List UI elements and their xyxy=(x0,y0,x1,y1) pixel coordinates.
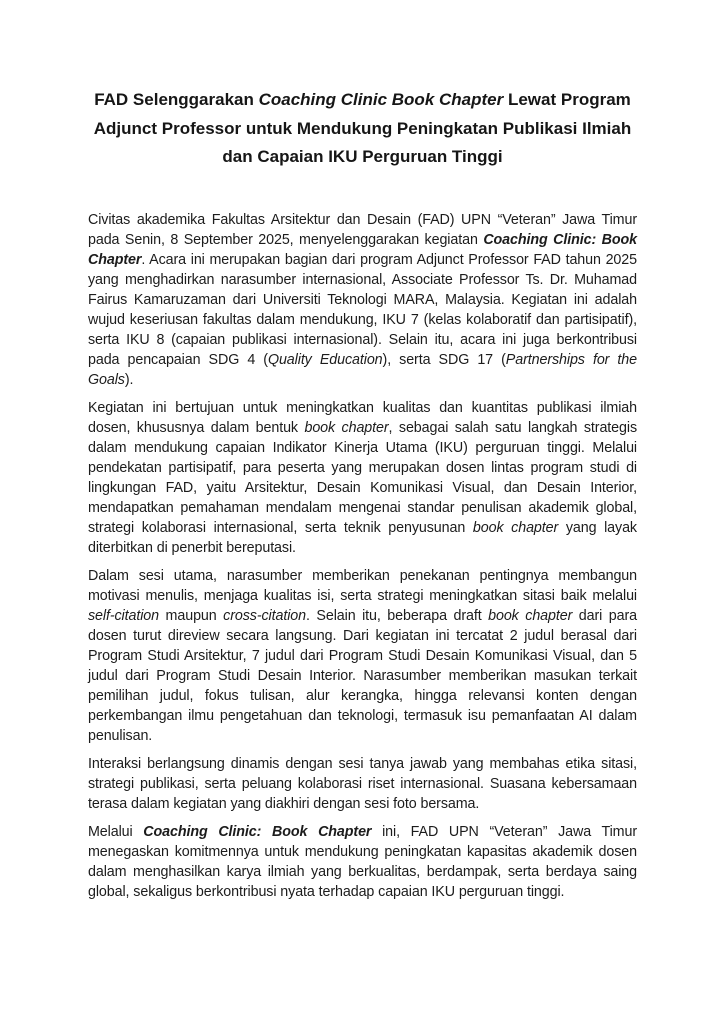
paragraph-closing xyxy=(88,822,637,902)
text-run: Quality Education xyxy=(267,351,383,368)
text-run: cross-citation xyxy=(223,607,306,624)
text-run: . Acara ini merupakan bagian dari program Adjunct Professor FAD tahun 2025 yang menghadirkan narasumber internasional, Associate Professor Ts. Dr. Muhamad Fairus Kamaruzaman dari Universiti Teknologi MARA, Malaysia. Kegiatan ini adalah wujud keseriusan fakultas dalam mendukung, IKU 7 (kelas kolaboratif dan partisipatif), serta IKU 8 (capaian publikasi internasional). Selain itu, acara ini juga berkontribusi pada pencapaian SDG 4 ( xyxy=(88,251,637,368)
text-run: book chapter xyxy=(304,419,389,436)
paragraph-main-session xyxy=(88,566,637,746)
text-run: ), serta SDG 17 ( xyxy=(382,351,506,368)
paragraph-objectives xyxy=(88,398,637,558)
paragraph-event-overview xyxy=(88,210,637,390)
text-run: Interaksi berlangsung dinamis dengan sesi tanya jawab yang membahas etika sitasi, strategi publikasi, serta peluang kolaborasi riset internasional. Suasana kebersamaan terasa dalam kegiatan yang diakhiri dengan sesi foto bersama. xyxy=(88,755,637,812)
text-run: . Selain itu, beberapa draft xyxy=(306,607,489,624)
text-run: dari para dosen turut direview secara langsung. Dari kegiatan ini tercatat 2 judul berasal dari Program Studi Arsitektur, 7 judul dari Program Studi Desain Komunikasi Visual, dan 5 judul dari Program Studi Desain Interior. Narasumber memberikan masukan terkait pemilihan judul, fokus tulisan, alur kerangka, hingga relevansi konten dengan perkembangan ilmu pengetahuan dan teknologi, termasuk isu pemanfaatan AI dalam penulisan. xyxy=(88,607,638,744)
text-run: FAD Selenggarakan xyxy=(94,90,259,109)
paragraph-interaction xyxy=(88,754,637,814)
text-run: Lewat Program Adjunct Professor untuk Mendukung Peningkatan Publikasi Ilmiah dan Capaian IKU Perguruan Tinggi xyxy=(93,90,632,166)
text-run: self-citation xyxy=(88,607,160,624)
text-run: , sebagai salah satu langkah strategis dalam mendukung capaian Indikator Kinerja Utama (IKU) perguruan tinggi. Melalui pendekatan partisipatif, para peserta yang merupakan dosen lintas program studi di lingkungan FAD, yaitu Arsitektur, Desain Komunikasi Visual, dan Desain Interior, mendapatkan pemahaman mendalam mengenai standar penulisan akademik global, strategi kolaborasi internasional, serta teknik penyusunan xyxy=(88,419,638,536)
text-run: book chapter xyxy=(488,607,573,624)
text-run: book chapter xyxy=(472,519,559,536)
text-run: yang layak diterbitkan di penerbit bereputasi. xyxy=(88,519,637,556)
text-run: Coaching Clinic: Book Chapter xyxy=(143,823,372,840)
document-title xyxy=(88,86,637,172)
text-run: Dalam sesi utama, narasumber memberikan penekanan pentingnya membangun motivasi menulis, menjaga kualitas isi, serta strategi meningkatkan sitasi baik melalui xyxy=(88,567,637,604)
text-run: Coaching Clinic: Book Chapter xyxy=(88,231,638,268)
text-run: Kegiatan ini bertujuan untuk meningkatkan kualitas dan kuantitas publikasi ilmiah dosen, khususnya dalam bentuk xyxy=(88,399,637,436)
text-run: Civitas akademika Fakultas Arsitektur dan Desain (FAD) UPN “Veteran” Jawa Timur pada Senin, 8 September 2025, menyelenggarakan kegiatan xyxy=(88,211,637,248)
text-run: maupun xyxy=(159,607,224,624)
text-run: Partnerships for the Goals xyxy=(88,351,638,388)
text-run: Coaching Clinic Book Chapter xyxy=(258,90,504,109)
text-run: Melalui xyxy=(88,823,144,840)
text-run: ini, FAD UPN “Veteran” Jawa Timur menegaskan komitmennya untuk mendukung peningkatan kapasitas akademik dosen dalam menghasilkan karya ilmiah yang berkualitas, berdampak, serta berdaya saing global, sekaligus berkontribusi nyata terhadap capaian IKU perguruan tinggi. xyxy=(88,823,637,900)
document-body xyxy=(88,210,637,902)
text-run: ). xyxy=(124,371,134,388)
